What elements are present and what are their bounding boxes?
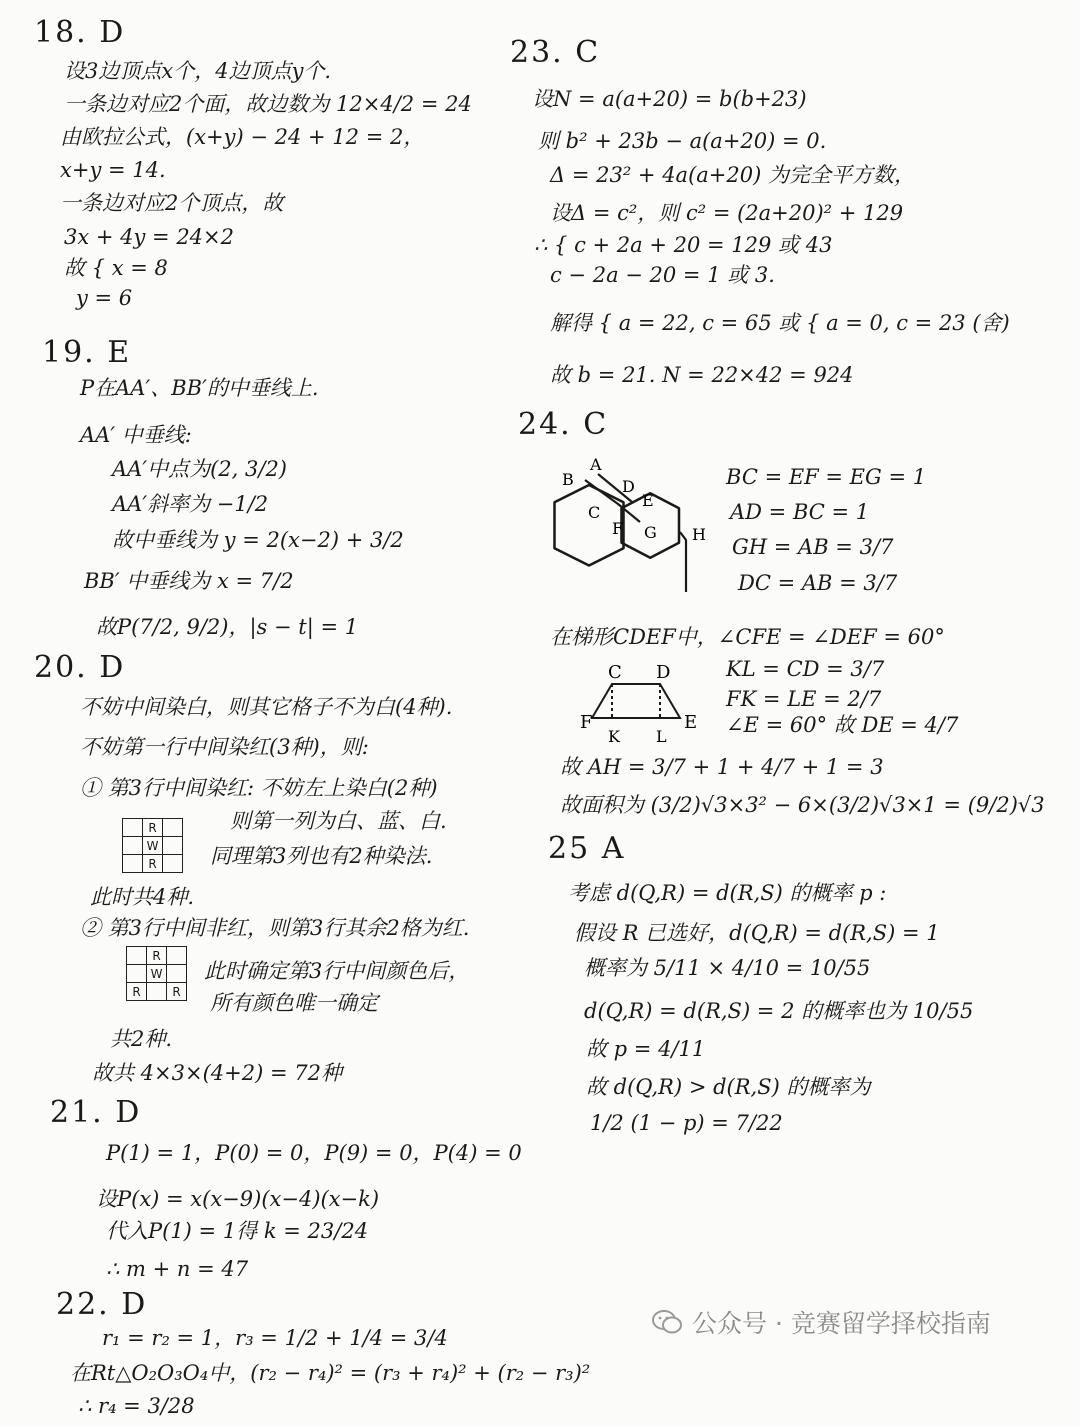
trap-label-c: C: [608, 662, 622, 683]
problem-heading: 23. C: [510, 35, 601, 70]
solution-line: 故中垂线为 y = 2(x−2) + 3/2: [112, 528, 404, 552]
solution-line: P(1) = 1，P(0) = 0，P(9) = 0，P(4) = 0: [106, 1141, 522, 1165]
solution-line: 假设 R 已选好，d(Q,R) = d(R,S) = 1: [574, 921, 940, 945]
trapezoid-diagram: [580, 656, 710, 746]
solution-line: 解得 { a = 22, c = 65 或 { a = 0, c = 23 (舍): [550, 311, 1010, 335]
grid-cell: [167, 965, 187, 983]
color-grid-case-2: [126, 946, 187, 1001]
grid-cell: [123, 819, 143, 837]
solution-line: P在AA′、BB′的中垂线上.: [80, 376, 319, 400]
solution-line: 故 AH = 3/7 + 1 + 4/7 + 1 = 3: [560, 755, 884, 779]
grid-cell: [127, 947, 147, 965]
solution-line: ∴ m + n = 47: [106, 1257, 249, 1281]
solution-line: 一条边对应2个顶点，故: [60, 191, 284, 215]
hex-label-f: F: [612, 519, 624, 538]
solution-line: Δ = 23² + 4a(a+20) 为完全平方数，: [550, 163, 915, 187]
solution-line: 3x + 4y = 24×2: [64, 225, 234, 249]
grid-cell: [123, 837, 143, 855]
problem-heading: 20. D: [34, 650, 126, 685]
solution-line: ∠E = 60° 故 DE = 4/7: [726, 713, 959, 737]
hex-label-a: A: [590, 455, 602, 474]
solution-line: AD = BC = 1: [730, 500, 870, 524]
hexagon-diagram: [540, 452, 720, 602]
problem-heading: 24. C: [518, 407, 609, 442]
solution-line: 故 { x = 8: [64, 256, 168, 280]
solution-line: 设N = a(a+20) = b(b+23): [532, 87, 807, 111]
grid-cell: R: [127, 983, 147, 1001]
solution-line: BB′ 中垂线为 x = 7/2: [84, 569, 294, 593]
solution-line: AA′中点为(2, 3/2): [112, 457, 287, 481]
grid-cell: [147, 983, 167, 1001]
hex-label-d: D: [622, 477, 635, 496]
hex-label-e: E: [642, 491, 654, 510]
solution-line: 故共 4×3×(4+2) = 72种: [92, 1061, 342, 1085]
problem-heading: 19. E: [42, 335, 132, 370]
solution-line: 故P(7/2, 9/2)，|s − t| = 1: [96, 615, 359, 639]
solution-line: 故面积为 (3/2)√3×3² − 6×(3/2)√3×1 = (9/2)√3: [560, 793, 1045, 817]
problem-heading: 25 A: [548, 831, 626, 866]
solution-line: 则第一列为白、蓝、白.: [230, 809, 447, 833]
solution-line: 设P(x) = x(x−9)(x−4)(x−k): [96, 1187, 380, 1211]
problem-heading: 22. D: [56, 1287, 148, 1322]
solution-line: 代入P(1) = 1得 k = 23/24: [106, 1219, 369, 1243]
solution-line: AA′ 中垂线:: [80, 423, 192, 447]
grid-cell: [127, 965, 147, 983]
trap-label-e: E: [684, 712, 698, 733]
hex-label-b: B: [562, 470, 574, 489]
hex-label-h: H: [692, 525, 706, 544]
solution-line: ② 第3行中间非红，则第3行其余2格为红.: [80, 916, 470, 940]
grid-cell: R: [143, 855, 163, 873]
grid-cell: R: [143, 819, 163, 837]
trap-label-d: D: [656, 662, 671, 683]
solution-line: 在梯形CDEF中，∠CFE = ∠DEF = 60°: [550, 625, 945, 649]
solution-line: 在Rt△O₂O₃O₄中，(r₂ − r₄)² = (r₃ + r₄)² + (r₂ − r₃)²: [70, 1361, 591, 1385]
solution-line: ∴ { c + 2a + 20 = 129 或 43: [534, 233, 833, 257]
color-grid-case-1: [122, 818, 183, 873]
solution-line: 故 p = 4/11: [586, 1037, 706, 1061]
solution-line: c − 2a − 20 = 1 或 3.: [550, 263, 775, 287]
solution-line: r₁ = r₂ = 1，r₃ = 1/2 + 1/4 = 3/4: [102, 1326, 448, 1350]
grid-cell: W: [147, 965, 167, 983]
solution-line: 此时共4种.: [90, 885, 195, 909]
solution-line: d(Q,R) = d(R,S) = 2 的概率也为 10/55: [584, 999, 974, 1023]
solution-line: 共2种.: [110, 1027, 173, 1051]
grid-cell: [163, 837, 183, 855]
watermark-text: 公众号 · 竞赛留学择校指南: [692, 1309, 991, 1338]
solution-line: 故 b = 21. N = 22×42 = 924: [550, 363, 854, 387]
solution-line: 同理第3列也有2种染法.: [210, 844, 433, 868]
solution-line: FK = LE = 2/7: [726, 687, 882, 711]
solution-line: AA′斜率为 −1/2: [112, 492, 269, 516]
solution-line: 设Δ = c²，则 c² = (2a+20)² + 129: [550, 201, 904, 225]
grid-cell: [123, 855, 143, 873]
problem-heading: 21. D: [50, 1095, 142, 1130]
solution-line: 考虑 d(Q,R) = d(R,S) 的概率 p :: [568, 881, 887, 905]
solution-line: 不妨中间染白，则其它格子不为白(4种).: [80, 695, 453, 719]
solution-line: x+y = 14.: [60, 158, 166, 182]
problem-heading: 18. D: [34, 15, 126, 50]
trap-label-f: F: [580, 712, 593, 733]
solution-line: ∴ r₄ = 3/28: [78, 1394, 195, 1418]
trap-label-k: K: [608, 727, 620, 746]
solution-line: ① 第3行中间染红: 不妨左上染白(2种): [80, 776, 438, 800]
grid-cell: W: [143, 837, 163, 855]
grid-cell: R: [147, 947, 167, 965]
solution-line: 故 d(Q,R) > d(R,S) 的概率为: [586, 1075, 871, 1099]
wechat-icon: [652, 1309, 682, 1335]
solution-line: BC = EF = EG = 1: [726, 465, 927, 489]
grid-cell: R: [167, 983, 187, 1001]
grid-cell: [163, 855, 183, 873]
solution-line: 一条边对应2个面，故边数为 12×4/2 = 24: [64, 92, 472, 116]
solution-line: 则 b² + 23b − a(a+20) = 0.: [538, 129, 827, 153]
solution-line: 此时确定第3行中间颜色后，: [204, 959, 470, 983]
solution-line: GH = AB = 3/7: [732, 535, 894, 559]
watermark: [652, 1304, 991, 1340]
solution-line: DC = AB = 3/7: [738, 571, 898, 595]
hex-label-c: C: [588, 503, 601, 522]
solution-line: KL = CD = 3/7: [726, 657, 885, 681]
solution-line: 所有颜色唯一确定: [210, 991, 378, 1015]
solution-line: 概率为 5/11 × 4/10 = 10/55: [584, 956, 871, 980]
hex-label-g: G: [644, 523, 657, 542]
grid-cell: [167, 947, 187, 965]
solution-line: 不妨第一行中间染红(3种)，则:: [80, 735, 369, 759]
trap-label-l: L: [656, 727, 667, 746]
solution-line: y = 6: [76, 286, 133, 310]
solution-line: 设3边顶点x个，4边顶点y个.: [64, 59, 332, 83]
solution-line: 1/2 (1 − p) = 7/22: [590, 1111, 783, 1135]
solution-line: 由欧拉公式，(x+y) − 24 + 12 = 2，: [60, 125, 425, 149]
grid-cell: [163, 819, 183, 837]
